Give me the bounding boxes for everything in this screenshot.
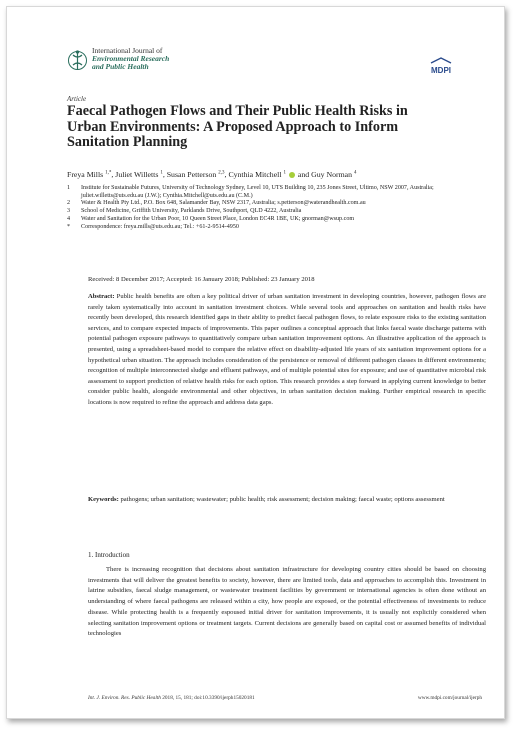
affiliation-number: * — [67, 223, 71, 230]
footer-citation — [88, 695, 255, 701]
footer-url[interactable]: www.mdpi.com/journal/ijerph — [417, 695, 482, 701]
author-affiliation-marker: 2,3 — [218, 170, 225, 176]
article-type: Article — [67, 95, 87, 103]
abstract-text: Public health benefits are often a key political driver of urban sanitation investment in developing countries, however, pathogen flows are rarely taken systematically into account in sanitation investment choices. While several tools and approaches on sanitation and health risks have recently been developed, this research identified gaps in their ability to predict faecal pathogen flows, to relate exposure risks to the existing sanitation services, and to compare expected impacts of improvements. This paper outlines a conceptual approach that links faecal waste discharge patterns with potential pathogen exposure pathways to quantitatively compare urban sanitation improvement options. An illustrative application of the approach is presented, using a spreadsheet-based model to compare the relative effect on disability-adjusted life years of six sanitation improvement options for a hypothetical urban situation. The approach includes consideration of the persistence or removal of different pathogen classes in different environments; recognition of multiple interconnected sludge and effluent pathways, and of multiple potential sites for exposure; and use of quantitative microbial risk assessment to support prediction of relative health risks for each option. This research provides a step forward in applying current knowledge to better consider public health, alongside environmental and other objectives, in urban sanitation decision making. Further empirical research in specific locations is now required to refine the approach and address data gaps. — [88, 293, 486, 406]
orcid-icon[interactable] — [289, 172, 295, 178]
affiliation-text: Institute for Sustainable Futures, University of Technology Sydney, Level 10, UTS Building 10, 235 Jones Street, Ultimo, NSW 2007, Australia; juliet.willetts@uts.edu.au (J.W.); Cynthia.Mitchell@uts.edu.au (C.M.) — [81, 185, 434, 199]
keywords-text: pathogens; urban sanitation; wastewater; public health; risk assessment; decision making; faecal waste; options assessment — [120, 496, 445, 503]
introduction-paragraph: There is increasing recognition that decisions about sanitation infrastructure for developing country cities should be based on choosing investments that will deliver the greatest benefits to society, however, there are limited tools, data and approaches to accomplish this. Investment in latrine subsidies, faecal sludge management, or wastewater treatment facilities by government or international agencies is often done without an understanding of where faecal pathogens are released within a city, how people are exposed, or the potential effectiveness of investments to reduce disease. While protecting health is a frequently espoused initial driver for sanitation improvements, it is usually not explicitly considered when selecting sanitation improvement options or treatment targets. Current decisions are generally based on capital cost or assumed benefits of individual technologies — [88, 566, 486, 638]
journal-abbreviation: Int. J. Environ. Res. Public Health — [88, 695, 161, 701]
keywords — [88, 494, 486, 505]
author-name: Susan Petterson — [166, 170, 217, 179]
abstract-label: Abstract: — [88, 293, 115, 300]
affiliation-text: Water and Sanitation for the Urban Poor, 10 Queen Street Place, London EC4R 1BE, UK; gnorman@wsup.com — [81, 215, 355, 222]
affiliation-item — [67, 216, 467, 224]
abstract — [88, 292, 486, 409]
author-affiliation-marker: 1 — [160, 170, 163, 176]
author-name: Cynthia Mitchell — [228, 170, 282, 179]
affiliations — [67, 185, 467, 231]
affiliation-number: 3 — [67, 208, 71, 215]
section-heading: 1. Introduction — [88, 551, 130, 559]
affiliation-item — [67, 200, 467, 208]
paper-page — [6, 6, 505, 719]
publisher-name: MDPI — [431, 66, 451, 75]
journal-logo-icon — [67, 47, 88, 74]
affiliation-number: 1 — [67, 185, 71, 191]
affiliation-text: School of Medicine, Griffith University, Parklands Drive, Southport, QLD 4222, Australia — [81, 208, 302, 215]
journal-name-line1: International Journal of — [92, 46, 163, 55]
author-name: Freya Mills — [67, 170, 104, 179]
affiliation-text: Water & Health Pty Ltd., P.O. Box 648, Salamander Bay, NSW 2317, Australia; s.petterson@waterandhealth.com.au — [81, 200, 366, 207]
citation-details: 2018, 15, 181; doi:10.3390/ijerph15020181 — [162, 695, 255, 701]
journal-name-line3: and Public Health — [92, 62, 149, 71]
author-name: and Guy Norman — [297, 170, 352, 179]
mdpi-logo-icon — [426, 57, 456, 75]
author-affiliation-marker: 1 — [283, 170, 286, 176]
publication-dates: Received: 8 December 2017; Accepted: 16 January 2018; Published: 23 January 2018 — [88, 276, 315, 283]
correspondence — [67, 224, 467, 232]
keywords-label: Keywords: — [88, 496, 119, 503]
journal-header — [67, 47, 169, 74]
affiliation-number: 2 — [67, 200, 71, 207]
journal-name-line2: Environmental Research — [92, 54, 170, 63]
affiliation-text: Correspondence: freya.mills@uts.edu.au; Tel.: +61-2-9514-4950 — [81, 223, 239, 230]
paper-title: Faecal Pathogen Flows and Their Public Health Risks in Urban Environments: A Proposed Approach to Inform Sanitation Planning — [67, 103, 408, 151]
author-name: Juliet Willetts — [115, 170, 159, 179]
affiliation-item — [67, 185, 467, 200]
author-affiliation-marker: 1,* — [105, 170, 112, 176]
author-affiliation-marker: 4 — [353, 170, 357, 176]
affiliation-item — [67, 208, 467, 216]
affiliation-number: 4 — [67, 215, 71, 222]
author-list: Freya Mills $^{1,*}$, Juliet Willetts $^1$, Susan Petterson $^{2,3}$, Cynthia Mitchell $^1$ and Guy Norman $^4$ — [67, 170, 357, 179]
